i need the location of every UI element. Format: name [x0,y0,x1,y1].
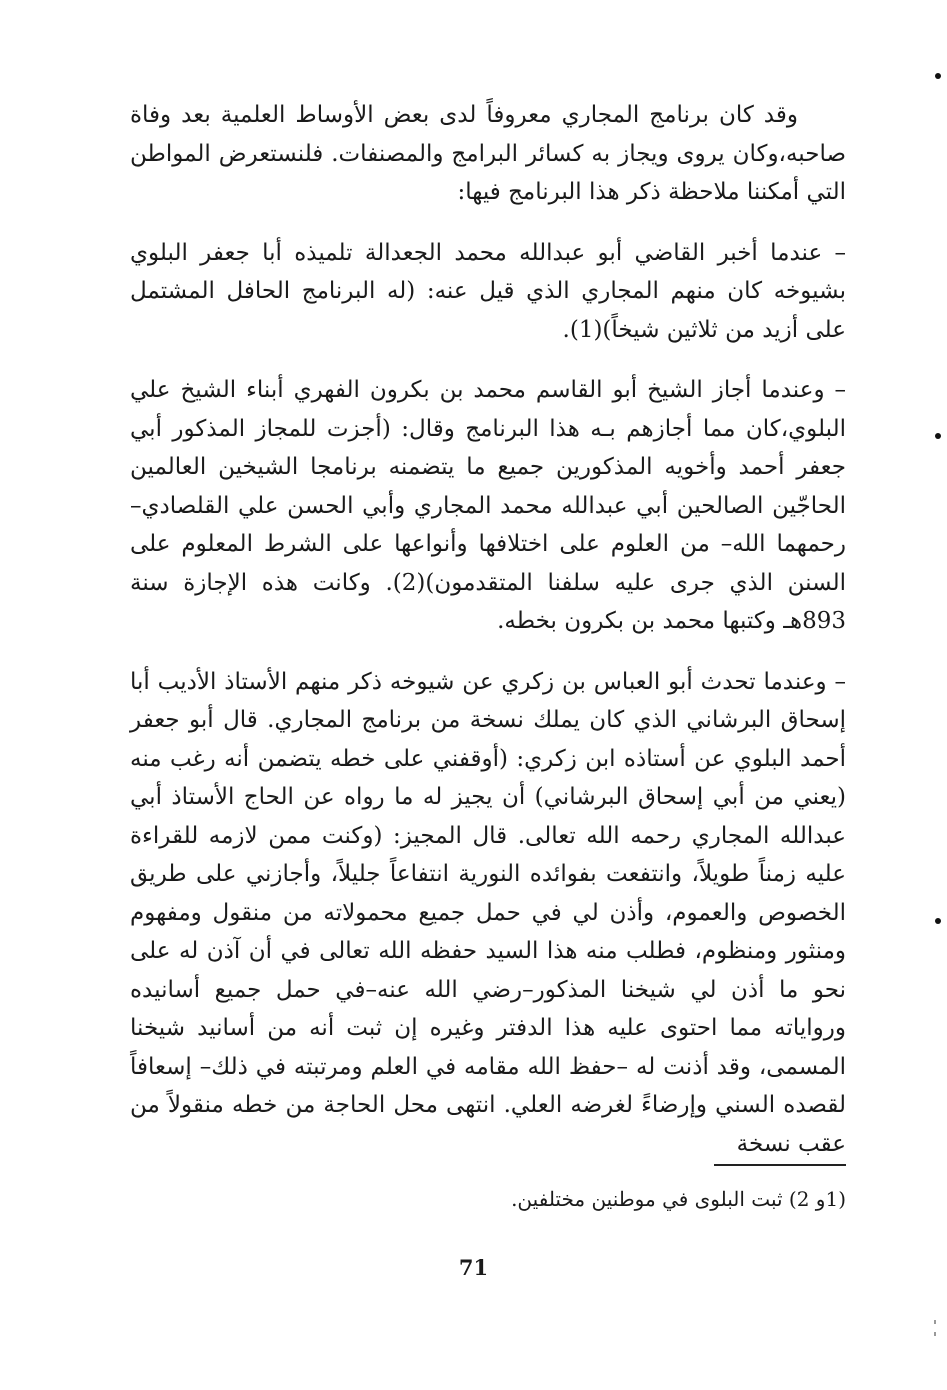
paragraph-intro: وقد كان برنامج المجاري معروفاً لدى بعض الأوساط العلمية بعد وفاة صاحبه،وكان يروى ويجاز به كسائر البرامج والمصنفات. فلنستعرض المواطن التي أمكننا ملاحظة ذكر هذا البرنامج فيها: [130,102,846,205]
page-number: 71 [458,1255,489,1280]
paragraph-ibn-bakrun: – وعندما أجاز الشيخ أبو القاسم محمد بن بكرون الفهري أبناء الشيخ علي البلوي،كان مما أجازهم بـه هذا البرنامج وقال: (أجزت للمجاز المذكور أبي جعفر أحمد وأخويه المذكورين جميع ما يتضمنه برنامجا الشيخين العالمين الحاجّين الصالحين أبي عبدالله محمد المجاري وأبي الحسن علي القلصادي–رحمهما الله– من العلوم على اختلافها وأنواعها على الشرط المعلوم على السنن الذي جرى عليه سلفنا المتقدمون)(2). وكانت هذه الإجازة سنة 893هـ وكتبها محمد بن بكرون بخطه. [130,377,847,634]
scan-edge-mark [934,1332,936,1336]
binding-hole-mark [935,73,941,79]
paragraph-ibn-zakri: – وعندما تحدث أبو العباس بن زكري عن شيوخه ذكر منهم الأستاذ الأديب أبا إسحاق البرشاني الذي كان يملك نسخة من برنامج المجاري. قال أبو جعفر أحمد البلوي عن أستاذه ابن زكري: (أوقفني على خطه يتضمن أنه رغب منه (يعني من أبي إسحاق البرشاني) أن يجيز له ما رواه عن الحاج الأستاذ أبي عبدالله المجاري رحمه الله تعالى. قال المجيز: (وكنت ممن لازمه للقراءة عليه زمناً طويلاً، وانتفعت بفوائده النورية انتفاعاً جليلاً، وأجازني على طريق الخصوص والعموم، وأذن لي في حمل جميع محمولاته من منقول ومفهوم ومنثور ومنظوم، فطلب منه هذا السيد حفظه الله تعالى في أن آذن له على نحو ما أذن لي شيخنا المذكور–رضي الله عنه–في حمل جميع أسانيده ورواياته مما احتوى عليه هذا الدفتر وغيره إن ثبت أنه من أسانيد شيخنا المسمى، وقد أذنت له –حفظ الله مقامه في العلم ومرتبته في ذلك– إسعافاً لقصده السني وإرضاءً لغرضه العلي. انتهى محل الحاجة من خطه منقولاً من عقب نسخة [130,668,847,1157]
binding-hole-mark [935,433,941,439]
footnote-separator [714,1164,846,1166]
binding-hole-mark [935,918,941,924]
scan-edge-mark [934,1320,936,1324]
paragraph-ibn-al-jaadala: – عندما أخبر القاضي أبو عبدالله محمد الجعدالة تلميذه أبا جعفر البلوي بشيوخه كان منهم المجاري الذي قيل عنه: (له البرنامج الحافل المشتمل على أزيد من ثلاثين شيخاً)(1). [130,239,846,343]
footnote: (1و 2) ثبت البلوى في موطنين مختلفين. [511,1187,846,1211]
main-text [130,96,846,1185]
